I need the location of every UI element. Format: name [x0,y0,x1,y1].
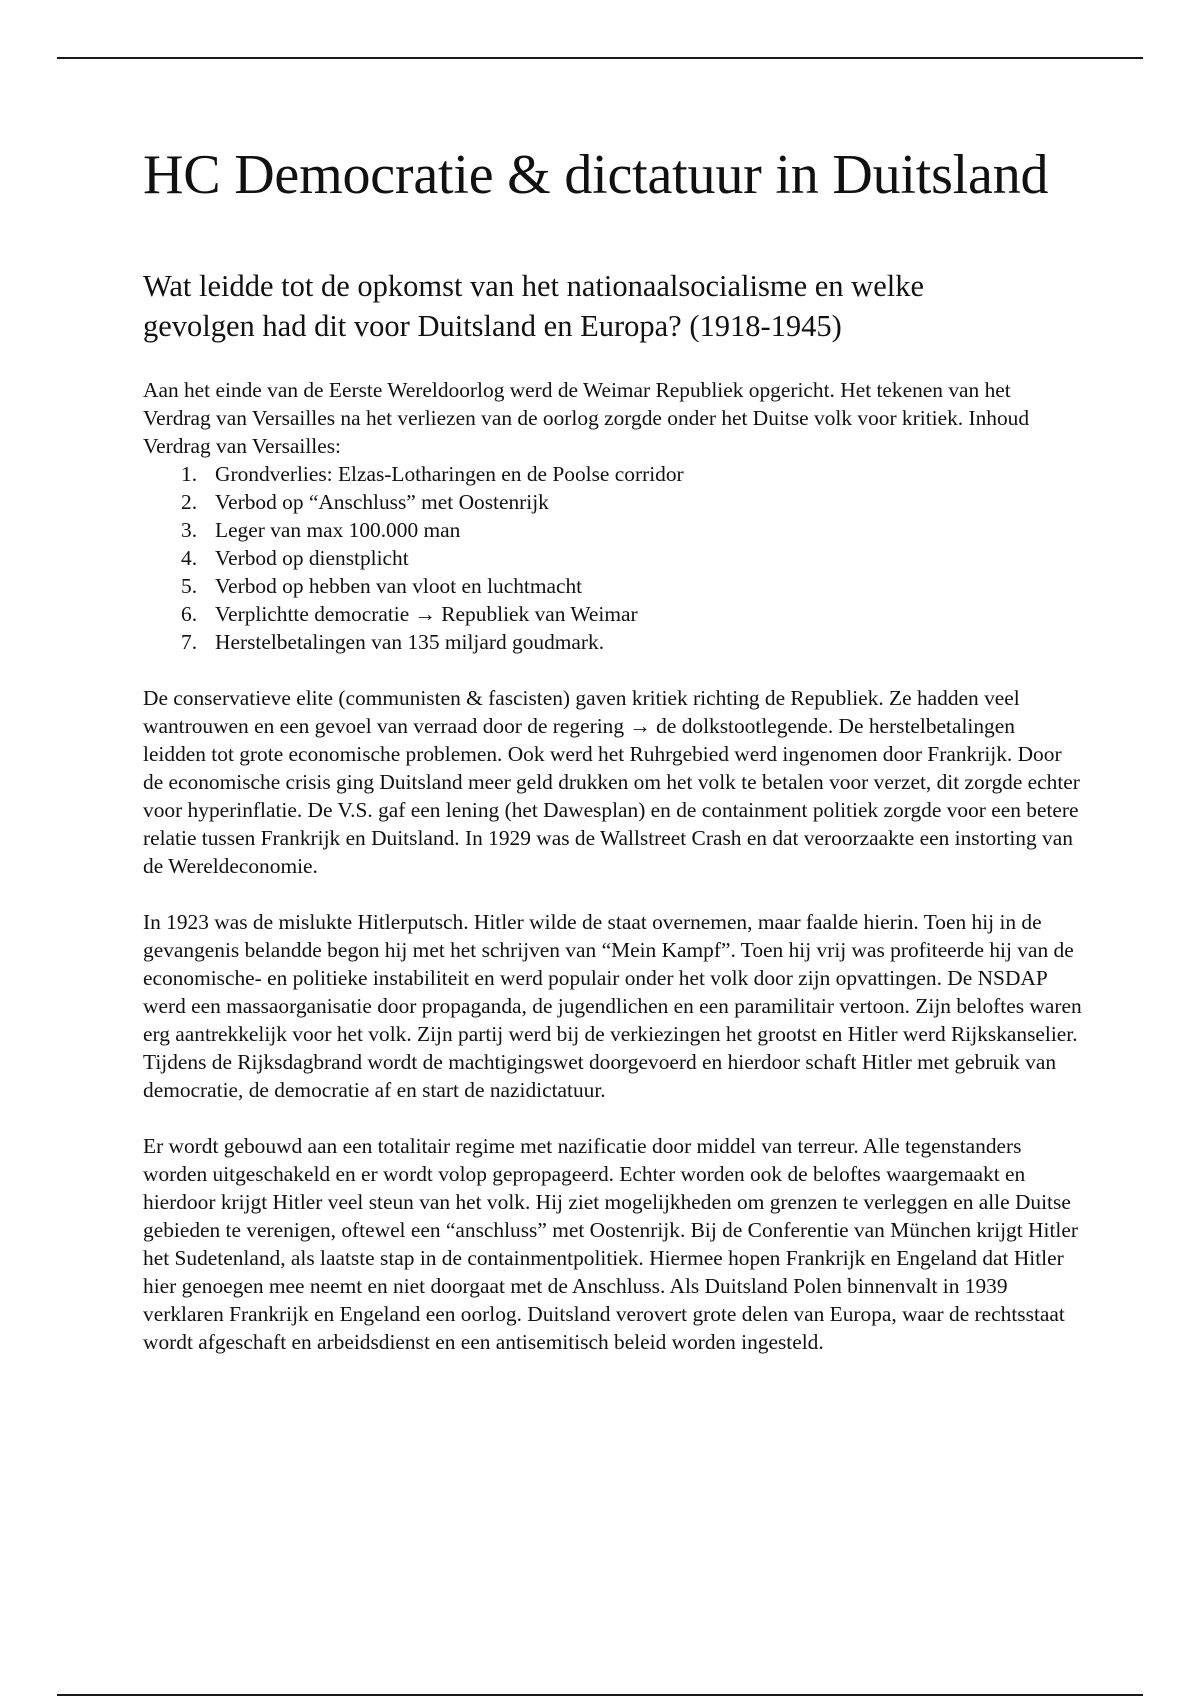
list-number: 4. [181,546,198,570]
bottom-rule [57,1694,1143,1696]
list-item [143,572,1083,600]
list-number: 7. [181,630,198,654]
list-number: 2. [181,490,198,514]
top-rule [57,57,1143,59]
list-text: Leger van max 100.000 man [215,518,461,542]
body-paragraph: Er wordt gebouwd aan een totalitair regime met nazificatie door middel van terreur. Alle tegenstanders worden uitgeschakeld en er wordt volop gepropageerd. Echter worden ook de beloftes waargemaakt en hierdoor krijgt Hitler veel steun van het volk. Hij ziet mogelijkheden om grenzen te verleggen en alle Duitse gebieden te verenigen, oftewel een “anschluss” met Oostenrijk. Bij de Conferentie van München krijgt Hitler het Sudetenland, als laatste stap in de containmentpolitiek. Hiermee hopen Frankrijk en Engeland dat Hitler hier genoegen mee neemt en niet doorgaat met de Anschluss. Als Duitsland Polen binnenvalt in 1939 verklaren Frankrijk en Engeland een oorlog. Duitsland verovert grote delen van Europa, waar de rechtsstaat wordt afgeschaft en arbeidsdienst en een antisemitisch beleid worden ingesteld. [143,1134,1078,1354]
list-number: 3. [181,518,198,542]
body-paragraph: In 1923 was de mislukte Hitlerputsch. Hitler wilde de staat overnemen, maar faalde hierin. Toen hij in de gevangenis belandde begon hij met het schrijven van “Mein Kampf”. Toen hij vrij was profiteerde hij van de economische- en politieke instabiliteit en werd populair onder het volk door zijn opvattingen. De NSDAP werd een massaorganisatie door propaganda, de jugendlichen en een paramilitair vertoon. Zijn beloftes waren erg aantrekkelijk voor het volk. Zijn partij werd bij de verkiezingen het grootst en Hitler werd Rijkskanselier. Tijdens de Rijksdagbrand wordt de machtigingswet doorgevoerd en hierdoor schaft Hitler met gebruik van democratie, de democratie af en start de nazidictatuur. [143,910,1082,1102]
list-item [143,460,1083,488]
intro-paragraph: Aan het einde van de Eerste Wereldoorlog werd de Weimar Republiek opgericht. Het tekenen van het Verdrag van Versailles na het verliezen van de oorlog zorgde onder het Duitse volk voor kritiek. Inhoud Verdrag van Versailles: [143,378,1030,458]
document-page [143,140,1083,1356]
list-text: Verbod op “Anschluss” met Oostenrijk [215,490,549,514]
body-paragraph: De conservatieve elite (communisten & fascisten) gaven kritiek richting de Republiek. Ze hadden veel wantrouwen en een gevoel van verraad door de regering → de dolkstootlegende. De herstelbetalingen leidden tot grote economische problemen. Ook werd het Ruhrgebied werd ingenomen door Frankrijk. Door de economische crisis ging Duitsland meer geld drukken om het volk te betalen voor verzet, dit zorgde echter voor hyperinflatie. De V.S. gaf een lening (het Dawesplan) en de containment politiek zorgde voor een betere relatie tussen Frankrijk en Duitsland. In 1929 was de Wallstreet Crash en dat veroorzaakte een instorting van de Wereldeconomie. [143,686,1080,878]
list-item [143,488,1083,516]
document-title: HC Democratie & dictatuur in Duitsland [143,144,1049,206]
versailles-list [143,460,1083,656]
list-number: 1. [181,462,198,486]
list-item [143,516,1083,544]
list-text: Grondverlies: Elzas-Lotharingen en de Poolse corridor [215,462,684,486]
list-text: Verbod op dienstplicht [215,546,409,570]
list-number: 6. [181,602,198,626]
document-subtitle: Wat leidde tot de opkomst van het nationaalsocialisme en welke gevolgen had dit voor Duitsland en Europa? (1918-1945) [143,269,924,343]
list-text: Verplichtte democratie → Republiek van Weimar [215,602,638,626]
list-item [143,600,1083,628]
list-item [143,628,1083,656]
list-text: Verbod op hebben van vloot en luchtmacht [215,574,583,598]
list-number: 5. [181,574,198,598]
list-text: Herstelbetalingen van 135 miljard goudmark. [215,630,605,654]
list-item [143,544,1083,572]
